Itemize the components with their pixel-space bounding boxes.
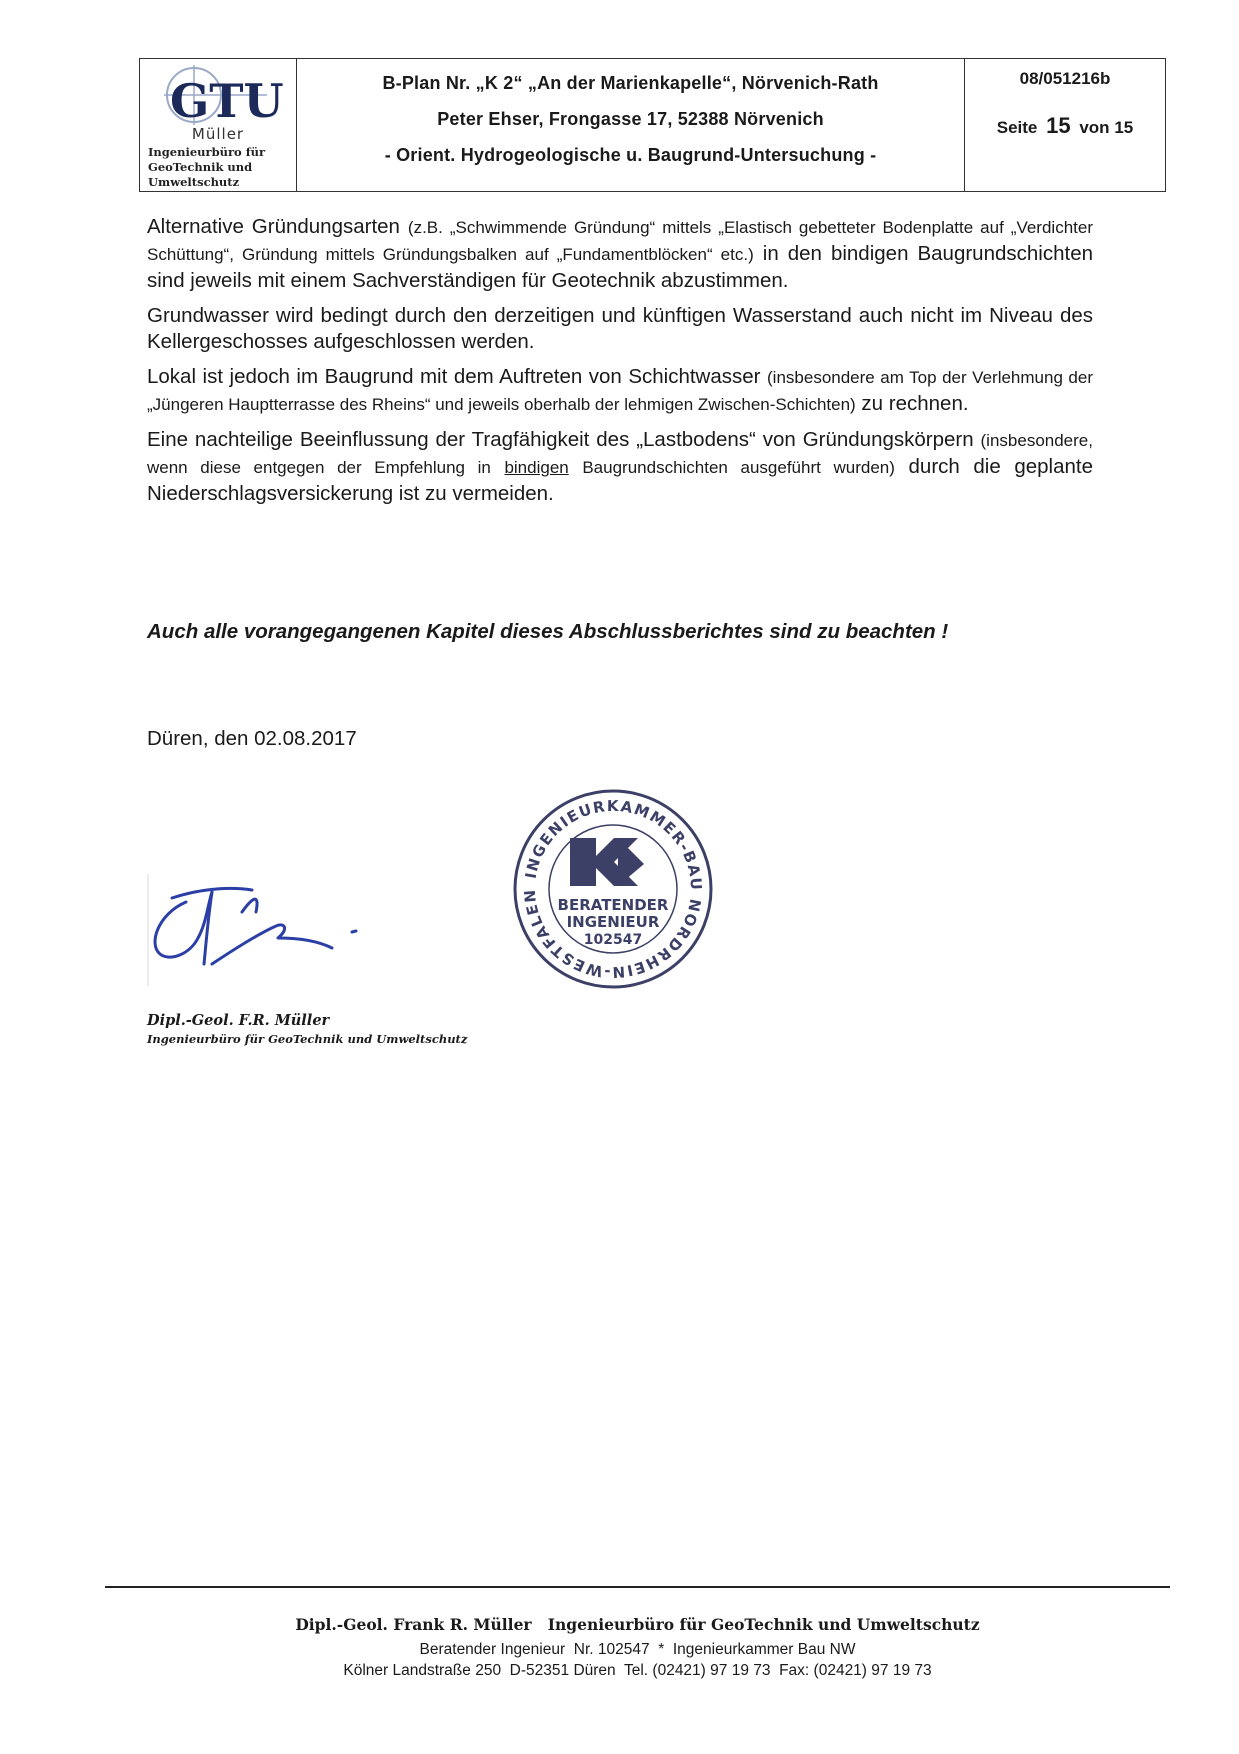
logo-subtitle-line: Umweltschutz — [148, 175, 240, 189]
page-current: 15 — [1046, 113, 1071, 138]
signer-block — [147, 1012, 467, 1046]
paragraph-text: Lokal ist jedoch im Baugrund mit dem Auftreten von Schichtwasser — [147, 365, 761, 388]
paragraph-groundwater: Grundwasser wird bedingt durch den derzeitigen und künftigen Wasserstand auch nicht im Niveau des Kellergeschosses aufgeschlossen werden. — [147, 304, 1093, 353]
footer-divider — [105, 1586, 1170, 1588]
paragraph-aside: Baugrundschichten ausgeführt wurden) — [582, 458, 895, 477]
document-number: 08/051216b — [1019, 69, 1111, 88]
paragraph-layer-water — [147, 364, 1093, 418]
signer-organization: Ingenieurbüro für GeoTechnik und Umweltschutz — [147, 1032, 468, 1046]
underlined-word: bindigen — [504, 458, 569, 477]
place-date: Düren, den 02.08.2017 — [147, 727, 357, 750]
seal-ring-path: INGENIEURKAMMER-BAU NORDRHEIN-WESTFALEN — [520, 796, 706, 982]
footer-contact: Kölner Landstraße 250 D-52351 Düren Tel. (02421) 97 19 73 Fax: (02421) 97 19 73 — [343, 1662, 932, 1679]
header-page-block — [965, 59, 1165, 191]
report-body — [147, 214, 1093, 516]
logo-subtitle-line: GeoTechnik und — [148, 160, 253, 174]
seal-line-1: BERATENDER — [557, 896, 669, 914]
logo-name: Müller — [191, 125, 245, 143]
client-address: Peter Ehser, Frongasse 17, 52388 Nörvenich — [437, 109, 824, 129]
footer-registration: Beratender Ingenieur Nr. 102547 * Ingenieurkammer Bau NW — [419, 1641, 856, 1658]
company-logo — [140, 59, 297, 191]
paragraph-aside: (insbesondere am Top der Verlehmung der „Jüngeren Hauptterrasse des Rheins“ und jeweils oberhalb der lehmigen Zwischen-Schichten) — [147, 368, 1094, 414]
document-header — [139, 58, 1166, 192]
paragraph-text: in den bindigen Baugrundschichten sind jeweils mit einem Sachverständigen für Geotechnik abzustimmen. — [147, 242, 1093, 292]
page-indicator — [965, 113, 1165, 139]
header-title-block — [297, 59, 965, 191]
logo-subtitle — [148, 145, 292, 190]
logo-mark-text: GTU — [170, 74, 284, 128]
paragraph-aside: (insbesondere, wenn diese entgegen der Empfehlung in — [147, 431, 1093, 477]
seal-line-2: INGENIEUR — [566, 913, 660, 931]
signer-name: Dipl.-Geol. F.R. Müller — [147, 1012, 330, 1029]
footer-company: Dipl.-Geol. Frank R. Müller Ingenieurbüro für GeoTechnik und Umweltschutz — [295, 1615, 980, 1634]
paragraph-text: zu rechnen. — [861, 392, 969, 415]
paragraph-aside: (z.B. „Schwimmende Gründung“ mittels „Elastisch gebetteter Bodenplatte auf „Verdichter Schüttung“, Gründung mittels Gründungsbalken auf „Fundamentblöcken“ etc.) — [147, 218, 1093, 264]
paragraph-text: Alternative Gründungsarten — [147, 215, 400, 238]
paragraph-text: Eine nachteilige Beeinflussung der Tragfähigkeit des „Lastbodens“ von Gründungskörpern — [147, 428, 974, 451]
engineering-chamber-seal — [510, 786, 716, 992]
paragraph-text: durch die geplante Niederschlagsversickerung ist zu vermeiden. — [147, 455, 1094, 505]
page-of-label: von — [1079, 118, 1110, 137]
paragraph-load-bearing — [147, 427, 1093, 507]
handwritten-signature — [146, 868, 406, 988]
paragraph-foundation — [147, 214, 1093, 294]
report-type: - Orient. Hydrogeologische u. Baugrund-Untersuchung - — [384, 145, 877, 165]
closing-note: Auch alle vorangegangenen Kapitel dieses Abschlussberichtes sind zu beachten ! — [147, 620, 949, 643]
page-label: Seite — [996, 118, 1038, 137]
page-total: 15 — [1114, 118, 1134, 137]
project-title: B-Plan Nr. „K 2“ „An der Marienkapelle“, Nörvenich-Rath — [382, 73, 879, 93]
logo-subtitle-line: Ingenieurbüro für — [148, 145, 266, 159]
chamber-logo-accent-icon — [618, 838, 644, 886]
seal-number: 102547 — [583, 932, 643, 948]
